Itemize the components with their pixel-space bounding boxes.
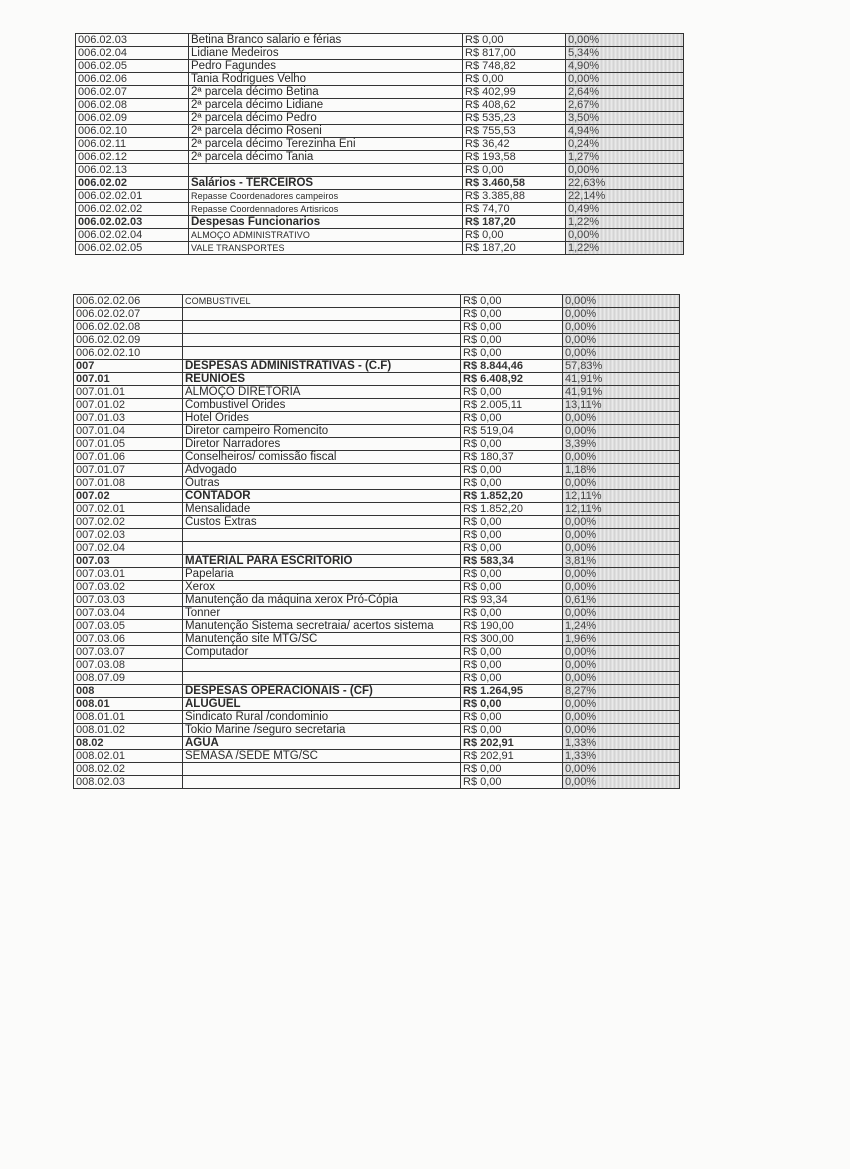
description-cell	[189, 164, 463, 177]
account-code-cell: 006.02.02.02	[76, 203, 189, 216]
description-cell: MATERIAL PARA ESCRITORIO	[183, 555, 461, 568]
account-code-cell: 006.02.09	[76, 112, 189, 125]
description-cell: Tania Rodrigues Velho	[189, 73, 463, 86]
amount-cell: R$ 74,70	[463, 203, 566, 216]
account-code-cell: 006.02.02.04	[76, 229, 189, 242]
percent-cell: 0,00%	[566, 164, 684, 177]
percent-cell: 2,67%	[566, 99, 684, 112]
account-code-cell: 007.01.03	[74, 412, 183, 425]
table-row	[74, 763, 680, 776]
amount-cell: R$ 187,20	[463, 216, 566, 229]
description-cell: DESPESAS OPERACIONAIS - (CF)	[183, 685, 461, 698]
account-code-cell: 007.03.03	[74, 594, 183, 607]
table-row	[76, 47, 684, 60]
description-cell: Manutenção site MTG/SC	[183, 633, 461, 646]
description-cell: 2ª parcela décimo Lidiane	[189, 99, 463, 112]
percent-cell: 1,24%	[563, 620, 680, 633]
percent-cell: 0,00%	[563, 425, 680, 438]
table-row	[74, 659, 680, 672]
table-row	[74, 360, 680, 373]
percent-cell: 3,81%	[563, 555, 680, 568]
percent-cell: 41,91%	[563, 373, 680, 386]
amount-cell: R$ 0,00	[461, 516, 563, 529]
account-code-cell: 006.02.02	[76, 177, 189, 190]
amount-cell: R$ 0,00	[461, 295, 563, 308]
percent-cell: 0,00%	[563, 516, 680, 529]
table-row	[74, 685, 680, 698]
percent-cell: 3,50%	[566, 112, 684, 125]
percent-cell: 0,00%	[563, 724, 680, 737]
table-row	[74, 711, 680, 724]
percent-cell: 0,00%	[563, 646, 680, 659]
account-code-cell: 008.01	[74, 698, 183, 711]
table-row	[74, 477, 680, 490]
table-row	[74, 516, 680, 529]
percent-cell: 0,00%	[563, 308, 680, 321]
table-row	[74, 386, 680, 399]
account-code-cell: 007.02	[74, 490, 183, 503]
account-code-cell: 008.02.03	[74, 776, 183, 789]
amount-cell: R$ 36,42	[463, 138, 566, 151]
account-code-cell: 007	[74, 360, 183, 373]
description-cell: Mensalidade	[183, 503, 461, 516]
description-cell: DESPESAS ADMINISTRATIVAS - (C.F)	[183, 360, 461, 373]
account-code-cell: 007.01.07	[74, 464, 183, 477]
description-cell: AGUA	[183, 737, 461, 750]
account-code-cell: 006.02.05	[76, 60, 189, 73]
percent-cell: 1,33%	[563, 737, 680, 750]
description-cell: CONTADOR	[183, 490, 461, 503]
account-code-cell: 008.02.01	[74, 750, 183, 763]
account-code-cell: 008.02.02	[74, 763, 183, 776]
amount-cell: R$ 0,00	[461, 529, 563, 542]
amount-cell: R$ 0,00	[463, 73, 566, 86]
amount-cell: R$ 0,00	[463, 229, 566, 242]
table-row	[74, 607, 680, 620]
amount-cell: R$ 0,00	[461, 542, 563, 555]
table-row	[76, 177, 684, 190]
amount-cell: R$ 755,53	[463, 125, 566, 138]
description-cell: Diretor Narradores	[183, 438, 461, 451]
table-row	[74, 373, 680, 386]
description-cell: VALE TRANSPORTES	[189, 242, 463, 255]
table-row	[74, 737, 680, 750]
table-row	[74, 750, 680, 763]
description-cell: Repasse Coordennadores Artisricos	[189, 203, 463, 216]
table-row	[74, 724, 680, 737]
account-code-cell: 006.02.02.09	[74, 334, 183, 347]
amount-cell: R$ 0,00	[463, 34, 566, 47]
table-row	[76, 60, 684, 73]
account-code-cell: 007.02.02	[74, 516, 183, 529]
percent-cell: 22,14%	[566, 190, 684, 203]
amount-cell: R$ 408,62	[463, 99, 566, 112]
table-row	[74, 425, 680, 438]
table-row	[74, 308, 680, 321]
percent-cell: 4,94%	[566, 125, 684, 138]
account-code-cell: 007.01.04	[74, 425, 183, 438]
account-code-cell: 006.02.10	[76, 125, 189, 138]
table-row	[76, 73, 684, 86]
percent-cell: 0,00%	[566, 34, 684, 47]
table-row	[74, 399, 680, 412]
account-code-cell: 006.02.06	[76, 73, 189, 86]
amount-cell: R$ 0,00	[461, 321, 563, 334]
description-cell	[183, 529, 461, 542]
description-cell: ALMOÇO DIRETORIA	[183, 386, 461, 399]
percent-cell: 0,61%	[563, 594, 680, 607]
table-row	[74, 542, 680, 555]
table-row	[76, 190, 684, 203]
table-row	[74, 451, 680, 464]
description-cell	[183, 347, 461, 360]
amount-cell: R$ 0,00	[461, 607, 563, 620]
percent-cell: 0,00%	[563, 529, 680, 542]
account-code-cell: 006.02.02.10	[74, 347, 183, 360]
amount-cell: R$ 0,00	[461, 763, 563, 776]
amount-cell: R$ 0,00	[461, 347, 563, 360]
percent-cell: 12,11%	[563, 503, 680, 516]
percent-cell: 1,22%	[566, 216, 684, 229]
amount-cell: R$ 0,00	[461, 776, 563, 789]
description-cell: Repasse Coordenadores campeiros	[189, 190, 463, 203]
table-row	[76, 151, 684, 164]
amount-cell: R$ 1.852,20	[461, 503, 563, 516]
amount-cell: R$ 1.852,20	[461, 490, 563, 503]
amount-cell: R$ 0,00	[461, 386, 563, 399]
table-row	[74, 321, 680, 334]
table-row	[76, 125, 684, 138]
description-cell: Sindicato Rural /condominio	[183, 711, 461, 724]
amount-cell: R$ 583,34	[461, 555, 563, 568]
account-code-cell: 007.03.08	[74, 659, 183, 672]
amount-cell: R$ 180,37	[461, 451, 563, 464]
account-code-cell: 08.02	[74, 737, 183, 750]
percent-cell: 0,00%	[563, 607, 680, 620]
description-cell: Manutenção Sistema secretraia/ acertos sistema	[183, 620, 461, 633]
percent-cell: 3,39%	[563, 438, 680, 451]
table-row	[76, 34, 684, 47]
amount-cell: R$ 748,82	[463, 60, 566, 73]
percent-cell: 5,34%	[566, 47, 684, 60]
description-cell: Pedro Fagundes	[189, 60, 463, 73]
table-row	[74, 334, 680, 347]
description-cell	[183, 334, 461, 347]
account-code-cell: 007.03.06	[74, 633, 183, 646]
account-code-cell: 007.01.08	[74, 477, 183, 490]
account-code-cell: 006.02.11	[76, 138, 189, 151]
account-code-cell: 007.02.01	[74, 503, 183, 516]
amount-cell: R$ 8.844,46	[461, 360, 563, 373]
table-row	[76, 229, 684, 242]
description-cell: Xerox	[183, 581, 461, 594]
description-cell: Tokio Marine /seguro secretaria	[183, 724, 461, 737]
amount-cell: R$ 0,00	[461, 711, 563, 724]
description-cell: Conselheiros/ comissão fiscal	[183, 451, 461, 464]
table-row	[74, 698, 680, 711]
description-cell: Outras	[183, 477, 461, 490]
account-code-cell: 006.02.02.01	[76, 190, 189, 203]
expense-table-2	[73, 294, 680, 789]
account-code-cell: 006.02.02.03	[76, 216, 189, 229]
percent-cell: 22,63%	[566, 177, 684, 190]
description-cell: REUNIOES	[183, 373, 461, 386]
table-row	[74, 776, 680, 789]
description-cell	[183, 542, 461, 555]
amount-cell: R$ 0,00	[461, 334, 563, 347]
account-code-cell: 008.01.02	[74, 724, 183, 737]
table-row	[74, 529, 680, 542]
description-cell: 2ª parcela décimo Betina	[189, 86, 463, 99]
account-code-cell: 007.01.02	[74, 399, 183, 412]
amount-cell: R$ 817,00	[463, 47, 566, 60]
amount-cell: R$ 0,00	[461, 308, 563, 321]
percent-cell: 0,00%	[563, 698, 680, 711]
amount-cell: R$ 0,00	[461, 412, 563, 425]
description-cell: 2ª parcela décimo Roseni	[189, 125, 463, 138]
amount-cell: R$ 202,91	[461, 737, 563, 750]
percent-cell: 0,00%	[563, 321, 680, 334]
percent-cell: 0,00%	[563, 659, 680, 672]
percent-cell: 41,91%	[563, 386, 680, 399]
table-row	[74, 672, 680, 685]
percent-cell: 0,00%	[563, 568, 680, 581]
table-row	[74, 347, 680, 360]
account-code-cell: 007.02.03	[74, 529, 183, 542]
percent-cell: 0,00%	[563, 347, 680, 360]
description-cell: Betina Branco salario e férias	[189, 34, 463, 47]
percent-cell: 12,11%	[563, 490, 680, 503]
amount-cell: R$ 300,00	[461, 633, 563, 646]
account-code-cell: 007.01.01	[74, 386, 183, 399]
table-row	[74, 295, 680, 308]
amount-cell: R$ 1.264,95	[461, 685, 563, 698]
amount-cell: R$ 519,04	[461, 425, 563, 438]
table-row	[74, 503, 680, 516]
table-row	[76, 216, 684, 229]
description-cell: Hotel Orides	[183, 412, 461, 425]
description-cell	[183, 672, 461, 685]
account-code-cell: 006.02.12	[76, 151, 189, 164]
account-code-cell: 007.01.05	[74, 438, 183, 451]
account-code-cell: 007.03.05	[74, 620, 183, 633]
account-code-cell: 007.02.04	[74, 542, 183, 555]
description-cell: 2ª parcela décimo Pedro	[189, 112, 463, 125]
percent-cell: 0,00%	[563, 477, 680, 490]
description-cell: Computador	[183, 646, 461, 659]
percent-cell: 0,00%	[563, 581, 680, 594]
amount-cell: R$ 402,99	[463, 86, 566, 99]
description-cell: Custos Extras	[183, 516, 461, 529]
table-row	[74, 412, 680, 425]
table-row	[74, 633, 680, 646]
percent-cell: 0,00%	[563, 412, 680, 425]
account-code-cell: 006.02.03	[76, 34, 189, 47]
amount-cell: R$ 6.408,92	[461, 373, 563, 386]
description-cell: Lidiane Medeiros	[189, 47, 463, 60]
account-code-cell: 006.02.02.05	[76, 242, 189, 255]
amount-cell: R$ 0,00	[461, 659, 563, 672]
amount-cell: R$ 93,34	[461, 594, 563, 607]
percent-cell: 2,64%	[566, 86, 684, 99]
account-code-cell: 006.02.04	[76, 47, 189, 60]
amount-cell: R$ 0,00	[461, 581, 563, 594]
table-row	[74, 464, 680, 477]
amount-cell: R$ 193,58	[463, 151, 566, 164]
percent-cell: 0,00%	[563, 451, 680, 464]
percent-cell: 0,00%	[566, 73, 684, 86]
percent-cell: 1,22%	[566, 242, 684, 255]
description-cell: Papelaria	[183, 568, 461, 581]
table-row	[74, 490, 680, 503]
table-row	[74, 568, 680, 581]
table-row	[76, 164, 684, 177]
amount-cell: R$ 0,00	[461, 438, 563, 451]
table-row	[76, 203, 684, 216]
description-cell: ALUGUEL	[183, 698, 461, 711]
amount-cell: R$ 190,00	[461, 620, 563, 633]
description-cell: 2ª parcela décimo Tania	[189, 151, 463, 164]
amount-cell: R$ 187,20	[463, 242, 566, 255]
account-code-cell: 008.01.01	[74, 711, 183, 724]
percent-cell: 1,96%	[563, 633, 680, 646]
percent-cell: 4,90%	[566, 60, 684, 73]
percent-cell: 8,27%	[563, 685, 680, 698]
amount-cell: R$ 0,00	[461, 477, 563, 490]
description-cell: COMBUSTIVEL	[183, 295, 461, 308]
description-cell	[183, 659, 461, 672]
account-code-cell: 007.03.04	[74, 607, 183, 620]
table-row	[74, 594, 680, 607]
amount-cell: R$ 2.005,11	[461, 399, 563, 412]
description-cell: Salários - TERCEIROS	[189, 177, 463, 190]
table-row	[74, 438, 680, 451]
amount-cell: R$ 535,23	[463, 112, 566, 125]
percent-cell: 1,18%	[563, 464, 680, 477]
amount-cell: R$ 202,91	[461, 750, 563, 763]
amount-cell: R$ 0,00	[461, 646, 563, 659]
account-code-cell: 006.02.07	[76, 86, 189, 99]
description-cell: Manutenção da máquina xerox Pró-Cópia	[183, 594, 461, 607]
description-cell	[183, 321, 461, 334]
amount-cell: R$ 0,00	[461, 568, 563, 581]
description-cell: Despesas Funcionarios	[189, 216, 463, 229]
account-code-cell: 006.02.02.06	[74, 295, 183, 308]
amount-cell: R$ 3.460,58	[463, 177, 566, 190]
account-code-cell: 007.03.02	[74, 581, 183, 594]
description-cell	[183, 776, 461, 789]
percent-cell: 0,49%	[566, 203, 684, 216]
table-row	[76, 86, 684, 99]
table-row	[74, 620, 680, 633]
amount-cell: R$ 0,00	[461, 464, 563, 477]
account-code-cell: 008	[74, 685, 183, 698]
account-code-cell: 007.03.07	[74, 646, 183, 659]
expense-table-1	[75, 33, 684, 255]
table-row	[76, 138, 684, 151]
account-code-cell: 006.02.08	[76, 99, 189, 112]
amount-cell: R$ 0,00	[461, 724, 563, 737]
account-code-cell: 007.01.06	[74, 451, 183, 464]
percent-cell: 0,00%	[563, 295, 680, 308]
amount-cell: R$ 3.385,88	[463, 190, 566, 203]
description-cell: Diretor campeiro Romencito	[183, 425, 461, 438]
percent-cell: 57,83%	[563, 360, 680, 373]
account-code-cell: 006.02.02.07	[74, 308, 183, 321]
description-cell: 2ª parcela décimo Terezinha Eni	[189, 138, 463, 151]
percent-cell: 0,00%	[563, 776, 680, 789]
table-row	[76, 99, 684, 112]
description-cell: Tonner	[183, 607, 461, 620]
percent-cell: 0,00%	[563, 334, 680, 347]
account-code-cell: 007.03	[74, 555, 183, 568]
description-cell	[183, 763, 461, 776]
table-row	[76, 242, 684, 255]
account-code-cell: 007.01	[74, 373, 183, 386]
percent-cell: 0,00%	[566, 229, 684, 242]
account-code-cell: 007.03.01	[74, 568, 183, 581]
percent-cell: 0,00%	[563, 763, 680, 776]
account-code-cell: 006.02.02.08	[74, 321, 183, 334]
table-row	[74, 581, 680, 594]
description-cell: Advogado	[183, 464, 461, 477]
description-cell	[183, 308, 461, 321]
amount-cell: R$ 0,00	[463, 164, 566, 177]
account-code-cell: 006.02.13	[76, 164, 189, 177]
amount-cell: R$ 0,00	[461, 672, 563, 685]
amount-cell: R$ 0,00	[461, 698, 563, 711]
percent-cell: 13,11%	[563, 399, 680, 412]
account-code-cell: 008.07.09	[74, 672, 183, 685]
percent-cell: 0,00%	[563, 672, 680, 685]
percent-cell: 0,00%	[563, 711, 680, 724]
description-cell: ALMOÇO ADMINISTRATIVO	[189, 229, 463, 242]
percent-cell: 1,27%	[566, 151, 684, 164]
description-cell: SEMASA /SEDE MTG/SC	[183, 750, 461, 763]
table-row	[76, 112, 684, 125]
description-cell: Combustivel Orides	[183, 399, 461, 412]
table-row	[74, 555, 680, 568]
percent-cell: 0,00%	[563, 542, 680, 555]
percent-cell: 0,24%	[566, 138, 684, 151]
table-row	[74, 646, 680, 659]
percent-cell: 1,33%	[563, 750, 680, 763]
